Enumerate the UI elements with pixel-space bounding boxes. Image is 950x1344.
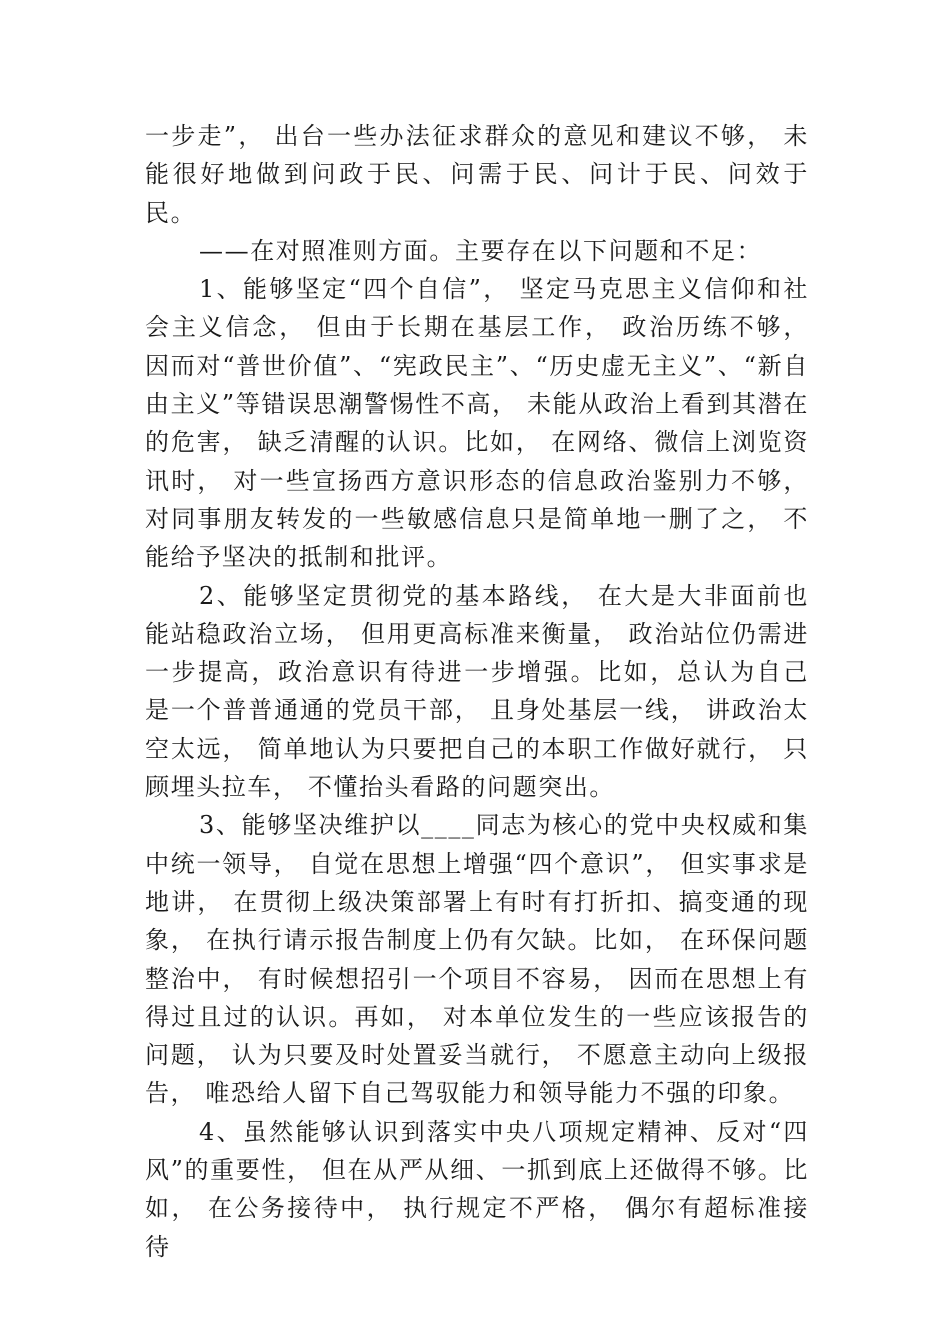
paragraph-item-2: 2、能够坚定贯彻党的基本路线， 在大是大非面前也能站稳政治立场， 但用更高标准来衡量， 政治站位仍需进一步提高，政治意识有待进一步增强。比如，总认为自己是一个普普通通的党员干部， 且身处基层一线， 讲政治太空太远， 简单地认为只要把自己的本职工作做好就行， 只顾埋头拉车， 不懂抬头看路的问题突出。	[145, 581, 809, 802]
paragraph-item-4: 4、虽然能够认识到落实中央八项规定精神、反对“四风”的重要性， 但在从严从细、一抓到底上还做得不够。比如， 在公务接待中， 执行规定不严格， 偶尔有超标准接待	[145, 1117, 809, 1261]
paragraph-continuation: 一步走”， 出台一些办法征求群众的意见和建议不够， 未能很好地做到问政于民、问需于民、问计于民、问效于民。	[145, 122, 809, 227]
paragraph-item-3: 3、能够坚决维护以____同志为核心的党中央权威和集中统一领导， 自觉在思想上增强“四个意识”， 但实事求是地讲， 在贯彻上级决策部署上有时有打折扣、搞变通的现象， 在执行请示报告制度上仍有欠缺。比如， 在环保问题整治中， 有时候想招引一个项目不容易， 因而在思想上有得过且过的认识。再如， 对本单位发生的一些应该报告的问题， 认为只要及时处置妥当就行， 不愿意主动向上级报告， 唯恐给人留下自己驾驭能力和领导能力不强的印象。	[145, 811, 809, 1108]
document-body	[145, 117, 819, 1266]
paragraph-section-heading: ——在对照准则方面。主要存在以下问题和不足：	[199, 236, 763, 265]
paragraph-item-1: 1、能够坚定“四个自信”， 坚定马克思主义信仰和社会主义信念， 但由于长期在基层工作， 政治历练不够， 因而对“普世价值”、“宪政民主”、“历史虚无主义”、“新自由主义”等错误思潮警惕性不高， 未能从政治上看到其潜在的危害， 缺乏清醒的认识。比如， 在网络、微信上浏览资讯时， 对一些宣扬西方意识形态的信息政治鉴别力不够，对同事朋友转发的一些敏感信息只是简单地一删了之， 不能给予坚决的抵制和批评。	[145, 275, 819, 572]
